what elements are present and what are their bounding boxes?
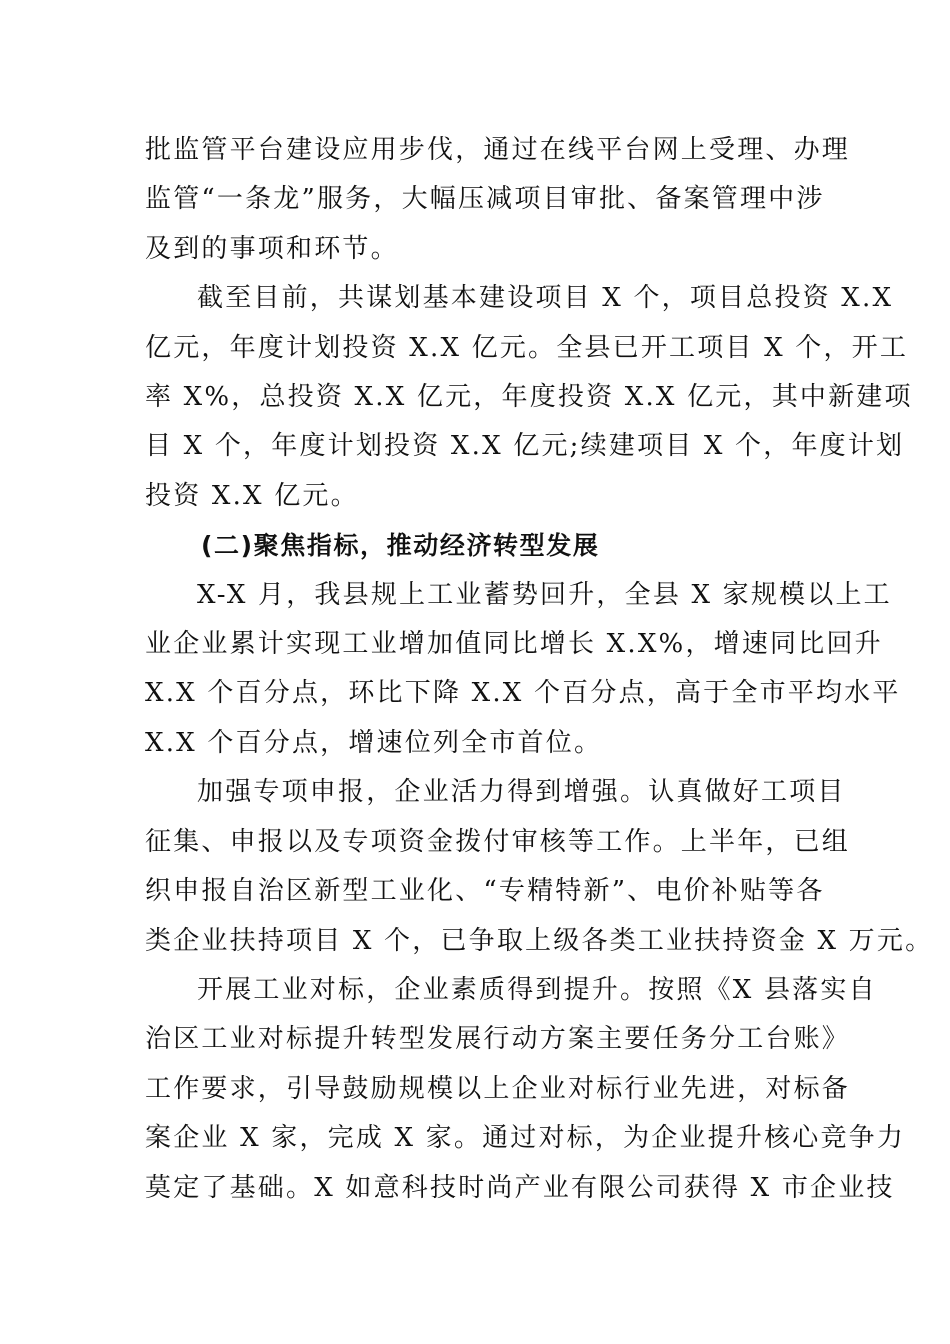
text-line: 莫定了基础。X 如意科技时尚产业有限公司获得 X 市企业技	[145, 1172, 895, 1203]
text-line: 征集、申报以及专项资金拨付审核等工作。上半年，已组	[145, 826, 851, 857]
text-line: 开展工业对标，企业素质得到提升。按照《X 县落实自	[197, 974, 877, 1005]
text-line: 织申报自治区新型工业化、“专精特新”、电价补贴等各	[145, 876, 825, 907]
paragraph-approval-platform	[145, 126, 851, 274]
text-line: 类企业扶持项目 X 个，已争取上级各类工业扶持资金 X 万元。	[145, 925, 934, 956]
text-line: 目 X 个，年度计划投资 X.X 亿元;续建项目 X 个，年度计划	[145, 431, 905, 462]
paragraph-benchmarking	[145, 966, 906, 1213]
text-line: 率 X%，总投资 X.X 亿元，年度投资 X.X 亿元，其中新建项	[145, 382, 913, 413]
text-line: 亿元，年度计划投资 X.X 亿元。全县已开工项目 X 个，开工	[145, 332, 909, 363]
text-line: 治区工业对标提升转型发展行动方案主要任务分工台账》	[145, 1024, 851, 1055]
text-line: 投资 X.X 亿元。	[145, 480, 359, 511]
text-line: 监管“一条龙”服务，大幅压减项目审批、备案管理中涉	[145, 184, 825, 215]
document-body	[145, 126, 934, 1213]
paragraph-industrial-growth	[145, 571, 901, 769]
text-line: 及到的事项和环节。	[145, 233, 399, 264]
text-line: 截至目前，共谋划基本建设项目 X 个，项目总投资 X.X	[197, 283, 894, 314]
text-line: X-X 月，我县规上工业蓄势回升，全县 X 家规模以上工	[197, 579, 892, 610]
text-line: 业企业累计实现工业增加值同比增长 X.X%，增速同比回升	[145, 629, 883, 660]
paragraph-special-declaration	[145, 768, 934, 966]
text-line: X.X 个百分点，增速位列全市首位。	[145, 727, 603, 758]
text-line: 工作要求，引导鼓励规模以上企业对标行业先进，对标备	[145, 1073, 851, 1104]
paragraph-project-investment	[145, 274, 913, 521]
text-line: 案企业 X 家，完成 X 家。通过对标，为企业提升核心竞争力	[145, 1123, 906, 1154]
text-line: 加强专项申报，企业活力得到增强。认真做好工项目	[197, 777, 846, 808]
text-line: 批监管平台建设应用步伐，通过在线平台网上受理、办理	[145, 135, 851, 165]
section-heading: (二)聚焦指标，推动经济转型发展	[201, 531, 600, 561]
text-line: X.X 个百分点，环比下降 X.X 个百分点，高于全市平均水平	[145, 678, 901, 709]
